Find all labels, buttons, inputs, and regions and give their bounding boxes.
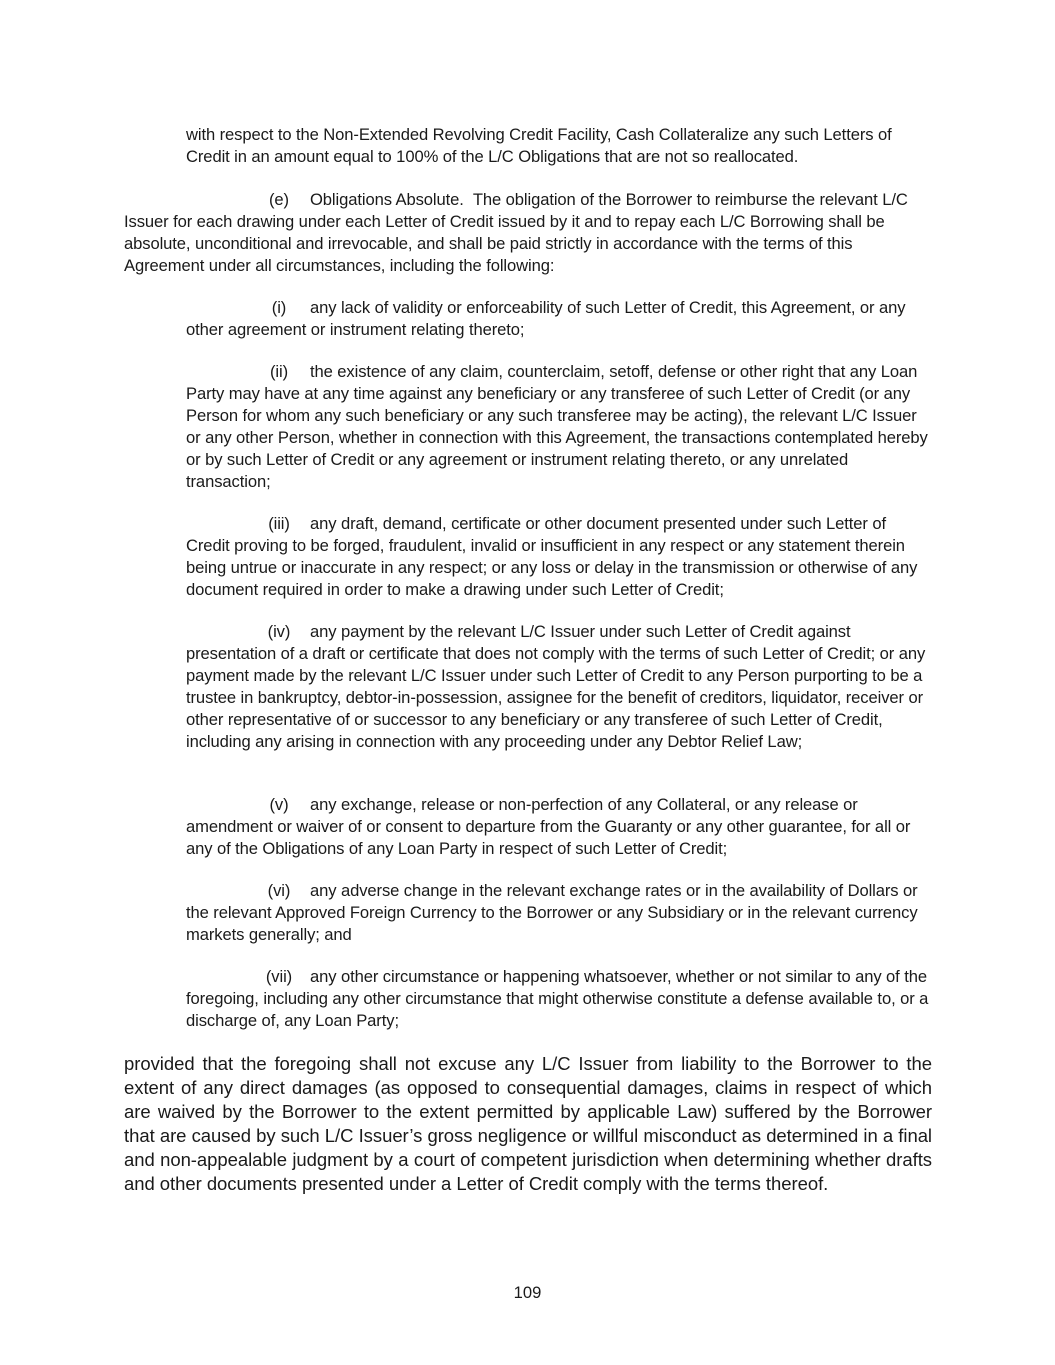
list-item-text: any other circumstance or happening whatsoever, whether or not similar to any of the foregoing, including any other circumstance that might otherwise constitute a defense available to, or a discharge of, any Loan Party; [186, 967, 929, 1030]
list-item-i [186, 297, 934, 341]
list-item-iii [186, 513, 934, 601]
list-item-vi [186, 880, 934, 946]
list-item-v [186, 794, 934, 860]
list-item-tag: (v) [269, 795, 289, 814]
section-e-paragraph [124, 189, 934, 277]
list-item-text: the existence of any claim, counterclaim, setoff, defense or other right that any Loan Party may have at any time against any beneficiary or any transferee of such Letter of Credit (or any Person for whom any such beneficiary or any such transferee may be acting), the relevant L/C Issuer or any other Person, whether in connection with this Agreement, the transactions contemplated hereby or by such Letter of Credit or any agreement or instrument relating thereto, or any unrelated transaction; [186, 362, 928, 491]
list-item-tag: (vi) [267, 881, 291, 900]
list-item-tag: (iii) [268, 514, 290, 533]
list-item-text: any draft, demand, certificate or other document presented under such Letter of Credit proving to be forged, fraudulent, invalid or insufficient in any respect or any statement therein being untrue or inaccurate in any respect; or any loss or delay in the transmission or otherwise of any document required in order to make a drawing under such Letter of Credit; [186, 514, 918, 599]
list-item-text: any exchange, release or non-perfection of any Collateral, or any release or amendment or waiver of or consent to departure from the Guaranty or any other guarantee, for all or any of the Obligations of any Loan Party in respect of such Letter of Credit; [186, 795, 911, 858]
list-item-vii [186, 966, 934, 1032]
list-item-text: any payment by the relevant L/C Issuer under such Letter of Credit against presentation of a draft or certificate that does not comply with the terms of such Letter of Credit; or any payment made by the relevant L/C Issuer under such Letter of Credit to any Person purporting to be a trustee in bankruptcy, debtor-in-possession, assignee for the benefit of creditors, liquidator, receiver or other representative of or successor to any beneficiary or any transferee of such Letter of Credit, including any arising in connection with any proceeding under any Debtor Relief Law; [186, 622, 926, 751]
proviso-paragraph [124, 1052, 932, 1196]
proviso-text: provided that the foregoing shall not excuse any L/C Issuer from liability to the Borrower to the extent of any direct damages (as opposed to consequential damages, claims in respect of which are waived by the Borrower to the extent permitted by applicable Law) suffered by the Borrower that are caused by such L/C Issuer’s gross negligence or willful misconduct as determined in a final and non-appealable judgment by a court of competent jurisdiction when determining whether drafts and other documents presented under a Letter of Credit comply with the terms thereof. [124, 1053, 932, 1194]
list-item-tag: (ii) [269, 362, 289, 381]
section-e-text: The obligation of the Borrower to reimburse the relevant L/C Issuer for each drawing under each Letter of Credit issued by it and to repay each L/C Borrowing shall be absolute, unconditional and irrevocable, and shall be paid strictly in accordance with the terms of this Agreement under all circumstances, including the following: [124, 190, 908, 275]
list-item-text: any adverse change in the relevant exchange rates or in the availability of Dollars or the relevant Approved Foreign Currency to the Borrower or any Subsidiary or in the relevant currency markets generally; and [186, 881, 918, 944]
continuation-text: with respect to the Non-Extended Revolving Credit Facility, Cash Collateralize any such Letters of Credit in an amount equal to 100% of the L/C Obligations that are not so reallocated. [186, 125, 892, 166]
section-e-heading: Obligations Absolute. [310, 190, 464, 209]
list-item-tag: (i) [271, 298, 287, 317]
page-number: 109 [513, 1283, 542, 1302]
list-item-text: any lack of validity or enforceability of such Letter of Credit, this Agreement, or any other agreement or instrument relating thereto; [186, 298, 906, 339]
list-item-iv [186, 621, 934, 753]
continuation-paragraph [186, 124, 934, 168]
section-e-tag: (e) [269, 190, 289, 209]
list-item-tag: (vii) [265, 967, 293, 986]
list-item-ii [186, 361, 934, 493]
list-item-tag: (iv) [267, 622, 291, 641]
